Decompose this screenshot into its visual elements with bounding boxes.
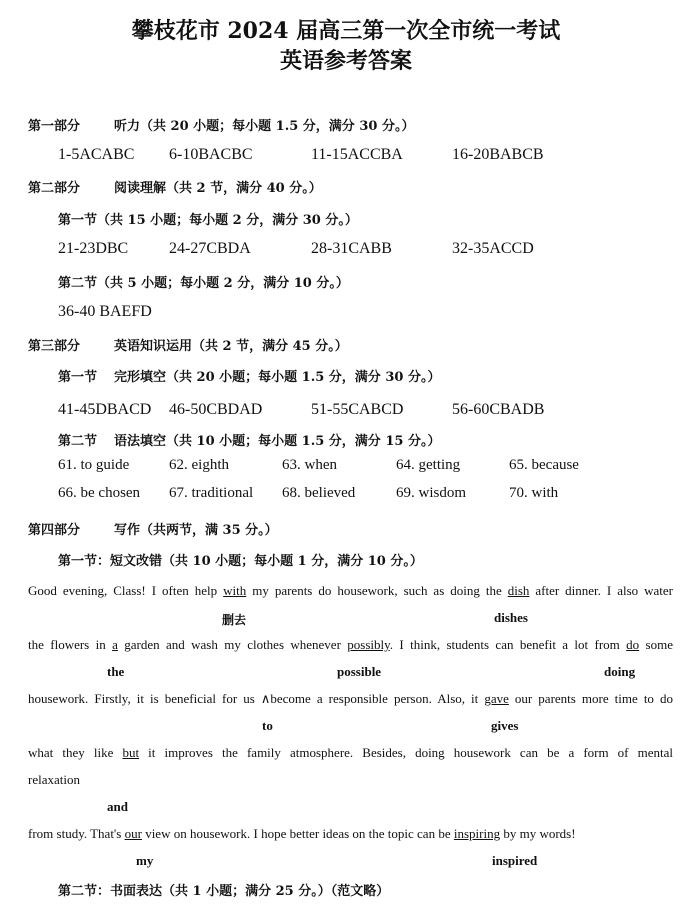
part3-sec2-label: 第二节	[58, 434, 98, 449]
error-possibly: possibly	[347, 637, 390, 652]
part3-heading: 第三部分	[28, 339, 81, 354]
correction-the: the	[107, 664, 125, 679]
error-inspiring: inspiring	[453, 826, 501, 841]
grammar-answer-62: 62. eighth	[169, 457, 229, 473]
error-our: our	[124, 826, 142, 841]
correction-delete: 删去	[222, 613, 247, 627]
part2-sec1-title: 第一节（共 15 小题；每小题 2 分，满分 30 分。）	[58, 213, 358, 228]
correction-and: and	[107, 799, 128, 814]
correction-inspired: inspired	[492, 853, 538, 868]
passage-line-1: Good evening, Class! I often help with my parents do housework, such as doing the dish after dinner. I also water	[28, 583, 673, 598]
correction-possible: possible	[337, 664, 382, 679]
part1-desc: 听力（共 20 小题；每小题 1.5 分，满分 30 分。）	[114, 119, 415, 134]
part2-desc: 阅读理解（共 2 节，满分 40 分。）	[114, 181, 322, 196]
part1-answer-4: 16-20BABCB	[452, 146, 544, 163]
error-but: but	[122, 745, 140, 760]
passage-line-5: relaxation	[28, 772, 80, 787]
part3-answer-2: 46-50CBDAD	[169, 401, 263, 418]
passage-line-4: what they like but it improves the family atmosphere. Besides, doing housework can be a form of mental	[28, 745, 673, 760]
part2-heading: 第二部分	[28, 181, 81, 196]
grammar-answer-61: 61. to guide	[58, 457, 130, 473]
grammar-answer-70: 70. with	[509, 485, 559, 501]
correction-to: to	[262, 718, 273, 733]
part3-sec1-label: 第一节	[58, 370, 98, 385]
part1-heading: 第一部分	[28, 119, 81, 134]
part2-answer-4: 32-35ACCD	[452, 240, 534, 257]
part3-sec1-title: 完形填空（共 20 小题；每小题 1.5 分，满分 30 分。）	[114, 370, 441, 385]
part3-answer-4: 56-60CBADB	[452, 401, 545, 418]
part3-answer-3: 51-55CABCD	[311, 401, 404, 418]
error-do: do	[626, 637, 640, 652]
error-gave: gave	[484, 691, 509, 706]
grammar-answer-63: 63. when	[282, 457, 337, 473]
passage-line-3: housework. Firstly, it is beneficial for us ∧become a responsible person. Also, it gave our parents more time to do	[28, 691, 673, 707]
correction-dishes: dishes	[494, 610, 528, 625]
part1-answer-2: 6-10BACBC	[169, 146, 253, 163]
part2-sec2-title: 第二节（共 5 小题；每小题 2 分，满分 10 分。）	[58, 276, 349, 291]
part2-sec2-answer: 36-40 BAEFD	[58, 303, 152, 320]
grammar-answer-66: 66. be chosen	[58, 485, 141, 501]
part4-sec1-title: 第一节：短文改错（共 10 小题；每小题 1 分，满分 10 分。）	[58, 554, 423, 569]
grammar-answer-68: 68. believed	[282, 485, 356, 501]
grammar-answer-67: 67. traditional	[169, 485, 254, 501]
passage-line-2: the flowers in a garden and wash my clothes whenever possibly. I think, students can benefit a lot from do some	[28, 637, 673, 652]
part3-desc: 英语知识运用（共 2 节，满分 45 分。）	[114, 339, 348, 354]
document-title: 攀枝花市 2024 届高三第一次全市统一考试	[131, 18, 561, 44]
grammar-answer-65: 65. because	[509, 457, 579, 473]
correction-my: my	[136, 853, 154, 868]
part2-answer-3: 28-31CABB	[311, 240, 392, 257]
part4-desc: 写作（共两节，满 35 分。）	[114, 523, 278, 538]
part1-answer-1: 1-5ACABC	[58, 146, 135, 163]
part4-heading: 第四部分	[28, 523, 81, 538]
error-with: with	[223, 583, 247, 598]
error-dish: dish	[507, 583, 530, 598]
part4-sec2-title: 第二节：书面表达（共 1 小题；满分 25 分。）（范文略）	[58, 884, 390, 899]
part3-answer-1: 41-45DBACD	[58, 401, 152, 418]
part1-answer-3: 11-15ACCBA	[311, 146, 403, 163]
part3-sec2-title: 语法填空（共 10 小题；每小题 1.5 分，满分 15 分。）	[114, 434, 441, 449]
insert-caret-icon: ∧	[260, 692, 271, 707]
passage-line-6: from study. That's our view on housework. I hope better ideas on the topic can be inspiring by my words!	[28, 826, 576, 841]
part2-answer-1: 21-23DBC	[58, 240, 129, 257]
correction-gives: gives	[491, 718, 519, 733]
grammar-answer-64: 64. getting	[396, 457, 461, 473]
part2-answer-2: 24-27CBDA	[169, 240, 251, 257]
document-subtitle: 英语参考答案	[279, 48, 412, 74]
grammar-answer-69: 69. wisdom	[396, 485, 467, 501]
correction-doing: doing	[604, 664, 636, 679]
error-a: a	[112, 637, 118, 652]
